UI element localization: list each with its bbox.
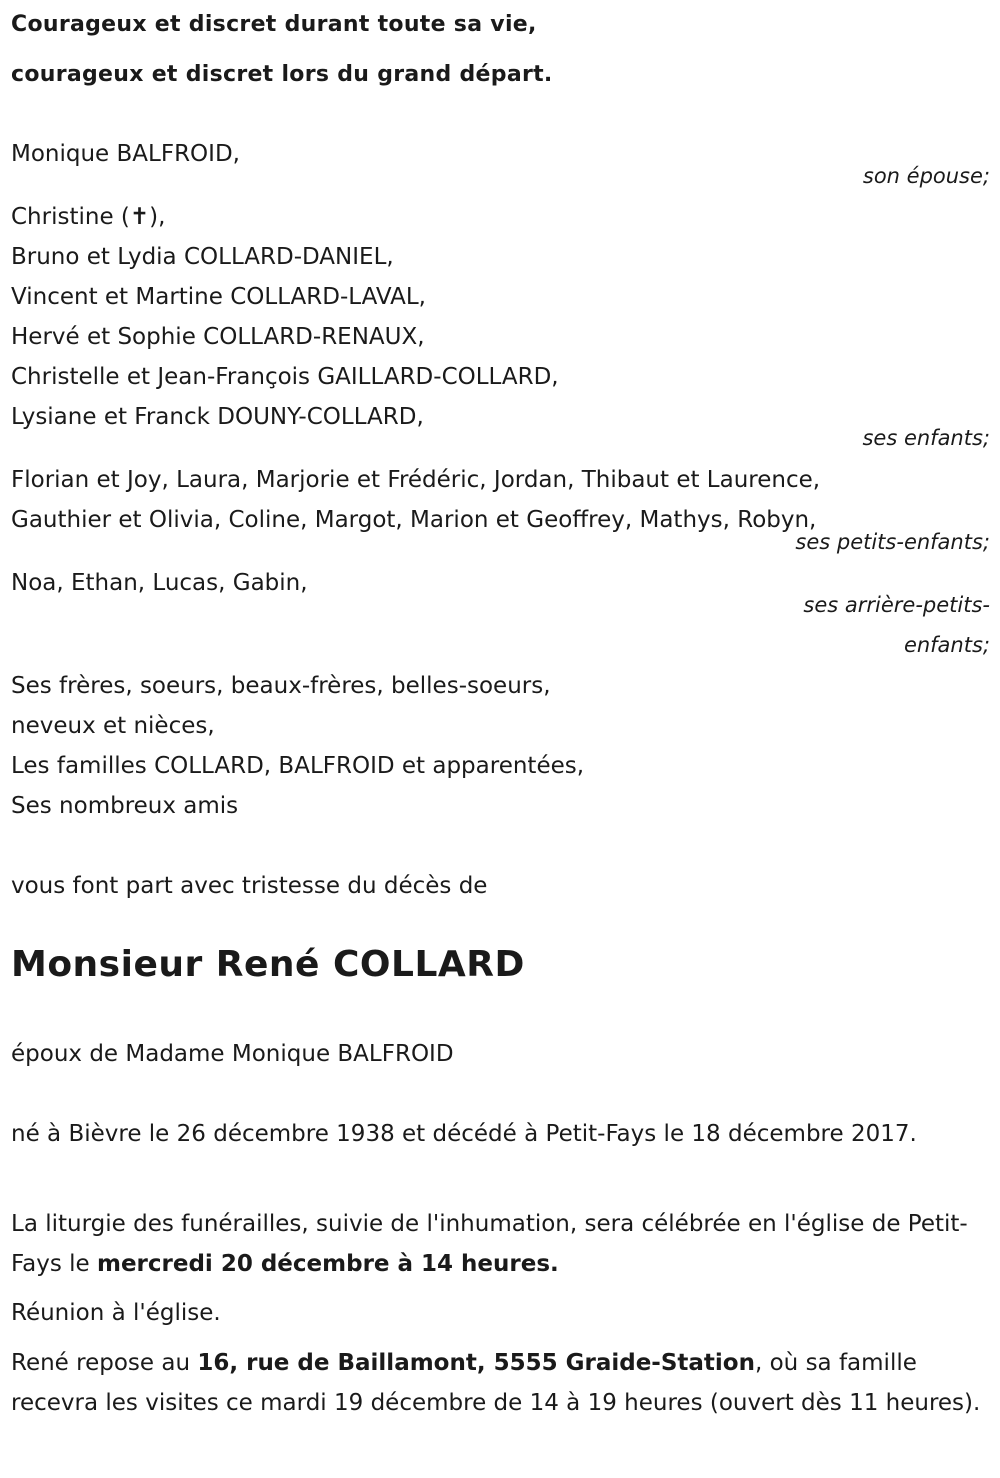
children-role: ses enfants; [862, 426, 990, 450]
child-name: Vincent et Martine COLLARD-LAVAL, [11, 284, 426, 310]
child-name: Christine (✝), [11, 204, 166, 230]
others-line: Les familles COLLARD, BALFROID et apparentées, [11, 753, 585, 779]
spouse-name: Monique BALFROID, [11, 141, 240, 167]
birth-death: né à Bièvre le 26 décembre 1938 et décédé à Petit-Fays le 18 décembre 2017. [11, 1121, 917, 1147]
meeting: Réunion à l'église. [11, 1300, 221, 1326]
child-name: Bruno et Lydia COLLARD-DANIEL, [11, 244, 394, 270]
liturgy-text: La liturgie des funérailles, suivie de l'inhumation, sera célébrée en l'église de Petit-Fays le [11, 1211, 968, 1277]
spouse-role: son épouse; [862, 164, 990, 188]
deceased-name: Monsieur René COLLARD [11, 944, 525, 985]
others-list [11, 666, 584, 826]
announcement: vous font part avec tristesse du décès de [11, 873, 488, 899]
grandchildren-role: ses petits-enfants; [795, 530, 990, 554]
header-line-1: Courageux et discret durant toute sa vie, [11, 12, 537, 37]
repose-prefix: René repose au [11, 1350, 198, 1376]
grandchildren-line: Florian et Joy, Laura, Marjorie et Frédéric, Jordan, Thibaut et Laurence, [11, 467, 821, 493]
great-grandchildren-role-2: enfants; [903, 633, 990, 657]
repose-suffix: , où sa famille recevra les visites ce mardi 19 décembre de 14 à 19 heures (ouvert dès 11 heures). [11, 1350, 981, 1416]
great-grandchildren-names: Noa, Ethan, Lucas, Gabin, [11, 570, 308, 596]
others-line: neveux et nièces, [11, 713, 215, 739]
repose-address: 16, rue de Baillamont, 5555 Graide-Station [197, 1350, 755, 1376]
liturgy [11, 1204, 990, 1284]
grandchildren-line: Gauthier et Olivia, Coline, Margot, Marion et Geoffrey, Mathys, Robyn, [11, 507, 817, 533]
header-line-2: courageux et discret lors du grand départ. [11, 62, 553, 87]
others-line: Ses frères, soeurs, beaux-frères, belles-soeurs, [11, 673, 551, 699]
liturgy-datetime: mercredi 20 décembre à 14 heures. [96, 1251, 559, 1277]
child-name: Lysiane et Franck DOUNY-COLLARD, [11, 404, 424, 430]
spouse-of: époux de Madame Monique BALFROID [11, 1041, 454, 1067]
child-name: Hervé et Sophie COLLARD-RENAUX, [11, 324, 425, 350]
child-name: Christelle et Jean-François GAILLARD-COLLARD, [11, 364, 559, 390]
repose [11, 1343, 990, 1423]
great-grandchildren-role-1: ses arrière-petits- [803, 593, 990, 617]
others-line: Ses nombreux amis [11, 793, 239, 819]
grandchildren-list [11, 460, 820, 540]
children-list [11, 197, 559, 437]
